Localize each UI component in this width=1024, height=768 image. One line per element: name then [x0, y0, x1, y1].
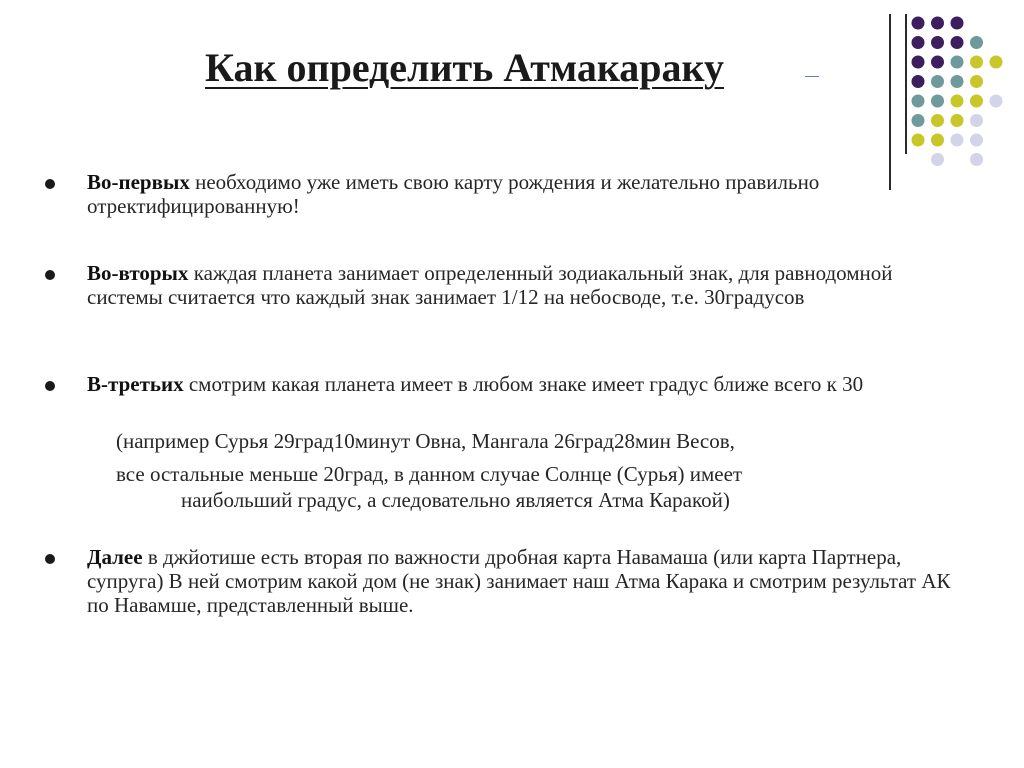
- bullet-item-4: [45, 545, 955, 617]
- decor-dot: [912, 95, 925, 108]
- decor-dot: [931, 36, 944, 49]
- example-line-2: все остальные меньше 20град, в данном случае Солнце (Сурья) имеет: [116, 462, 743, 486]
- decor-dot: [931, 75, 944, 88]
- decor-dot: [931, 56, 944, 69]
- decor-dot: [912, 114, 925, 127]
- decor-dot: [912, 134, 925, 147]
- decor-dot: [951, 17, 964, 30]
- decor-dot: [931, 153, 944, 166]
- decor-dot: [970, 95, 983, 108]
- decor-dot: [912, 36, 925, 49]
- example-line-3: наибольший градус, а следовательно является Атма Каракой): [181, 488, 730, 512]
- decor-dot: [990, 95, 1003, 108]
- bullet-lead: Во-вторых: [87, 261, 189, 285]
- decor-dot: [912, 56, 925, 69]
- decor-dot: [951, 75, 964, 88]
- bullet-text: [87, 372, 955, 396]
- bullet-item-3: [45, 372, 955, 396]
- decor-dot: [931, 114, 944, 127]
- bullet-icon: [45, 179, 55, 189]
- decor-dot: [931, 17, 944, 30]
- example-line-1: (например Сурья 29град10минут Овна, Мангала 26град28мин Весов,: [116, 429, 735, 453]
- decor-dot: [990, 56, 1003, 69]
- bullet-body: необходимо уже иметь свою карту рождения и желательно правильно отректифицированную!: [87, 170, 820, 218]
- bullet-text: [87, 545, 955, 617]
- bullet-icon: [45, 381, 55, 391]
- bullet-item-2: [45, 261, 955, 309]
- bullet-icon: [45, 554, 55, 564]
- decor-dot: [970, 75, 983, 88]
- bullet-lead: Далее: [87, 545, 143, 569]
- decor-dot: [951, 134, 964, 147]
- bullet-lead: Во-первых: [87, 170, 190, 194]
- bullet-item-1: [45, 170, 955, 218]
- decor-dot: [970, 36, 983, 49]
- decor-vertical-line: [889, 14, 891, 190]
- decor-dot: [931, 95, 944, 108]
- bullet-lead: В-третьих: [87, 372, 184, 396]
- bullet-text: [87, 261, 955, 309]
- decor-dot: [970, 134, 983, 147]
- bullet-icon: [45, 270, 55, 280]
- decor-dot: [951, 114, 964, 127]
- slide-title: Как определить Атмакараку: [205, 45, 725, 90]
- decor-dot: [951, 36, 964, 49]
- decor-vertical-line-thin: [905, 14, 907, 154]
- bullet-text: [87, 170, 955, 218]
- bullet-body: каждая планета занимает определенный зодиакальный знак, для равнодомной системы считается что каждый знак занимает 1/12 на небосводе, т.е. 30градусов: [87, 261, 893, 309]
- decor-dot: [931, 134, 944, 147]
- decor-dot: [970, 114, 983, 127]
- decor-dot: [970, 56, 983, 69]
- bullet-body: в джйотише есть вторая по важности дробная карта Навамаша (или карта Партнера, супруга) В ней смотрим какой дом (не знак) занимает наш Атма Карака и смотрим результат АК по Навамше, представленный выше.: [87, 545, 951, 617]
- title-underline-tail: [805, 76, 819, 77]
- decor-dot: [912, 17, 925, 30]
- decor-dot: [951, 95, 964, 108]
- bullet-body: смотрим какая планета имеет в любом знаке имеет градус ближе всего к 30: [183, 372, 864, 396]
- decor-dot: [912, 75, 925, 88]
- decor-dot: [970, 153, 983, 166]
- decor-dot: [951, 56, 964, 69]
